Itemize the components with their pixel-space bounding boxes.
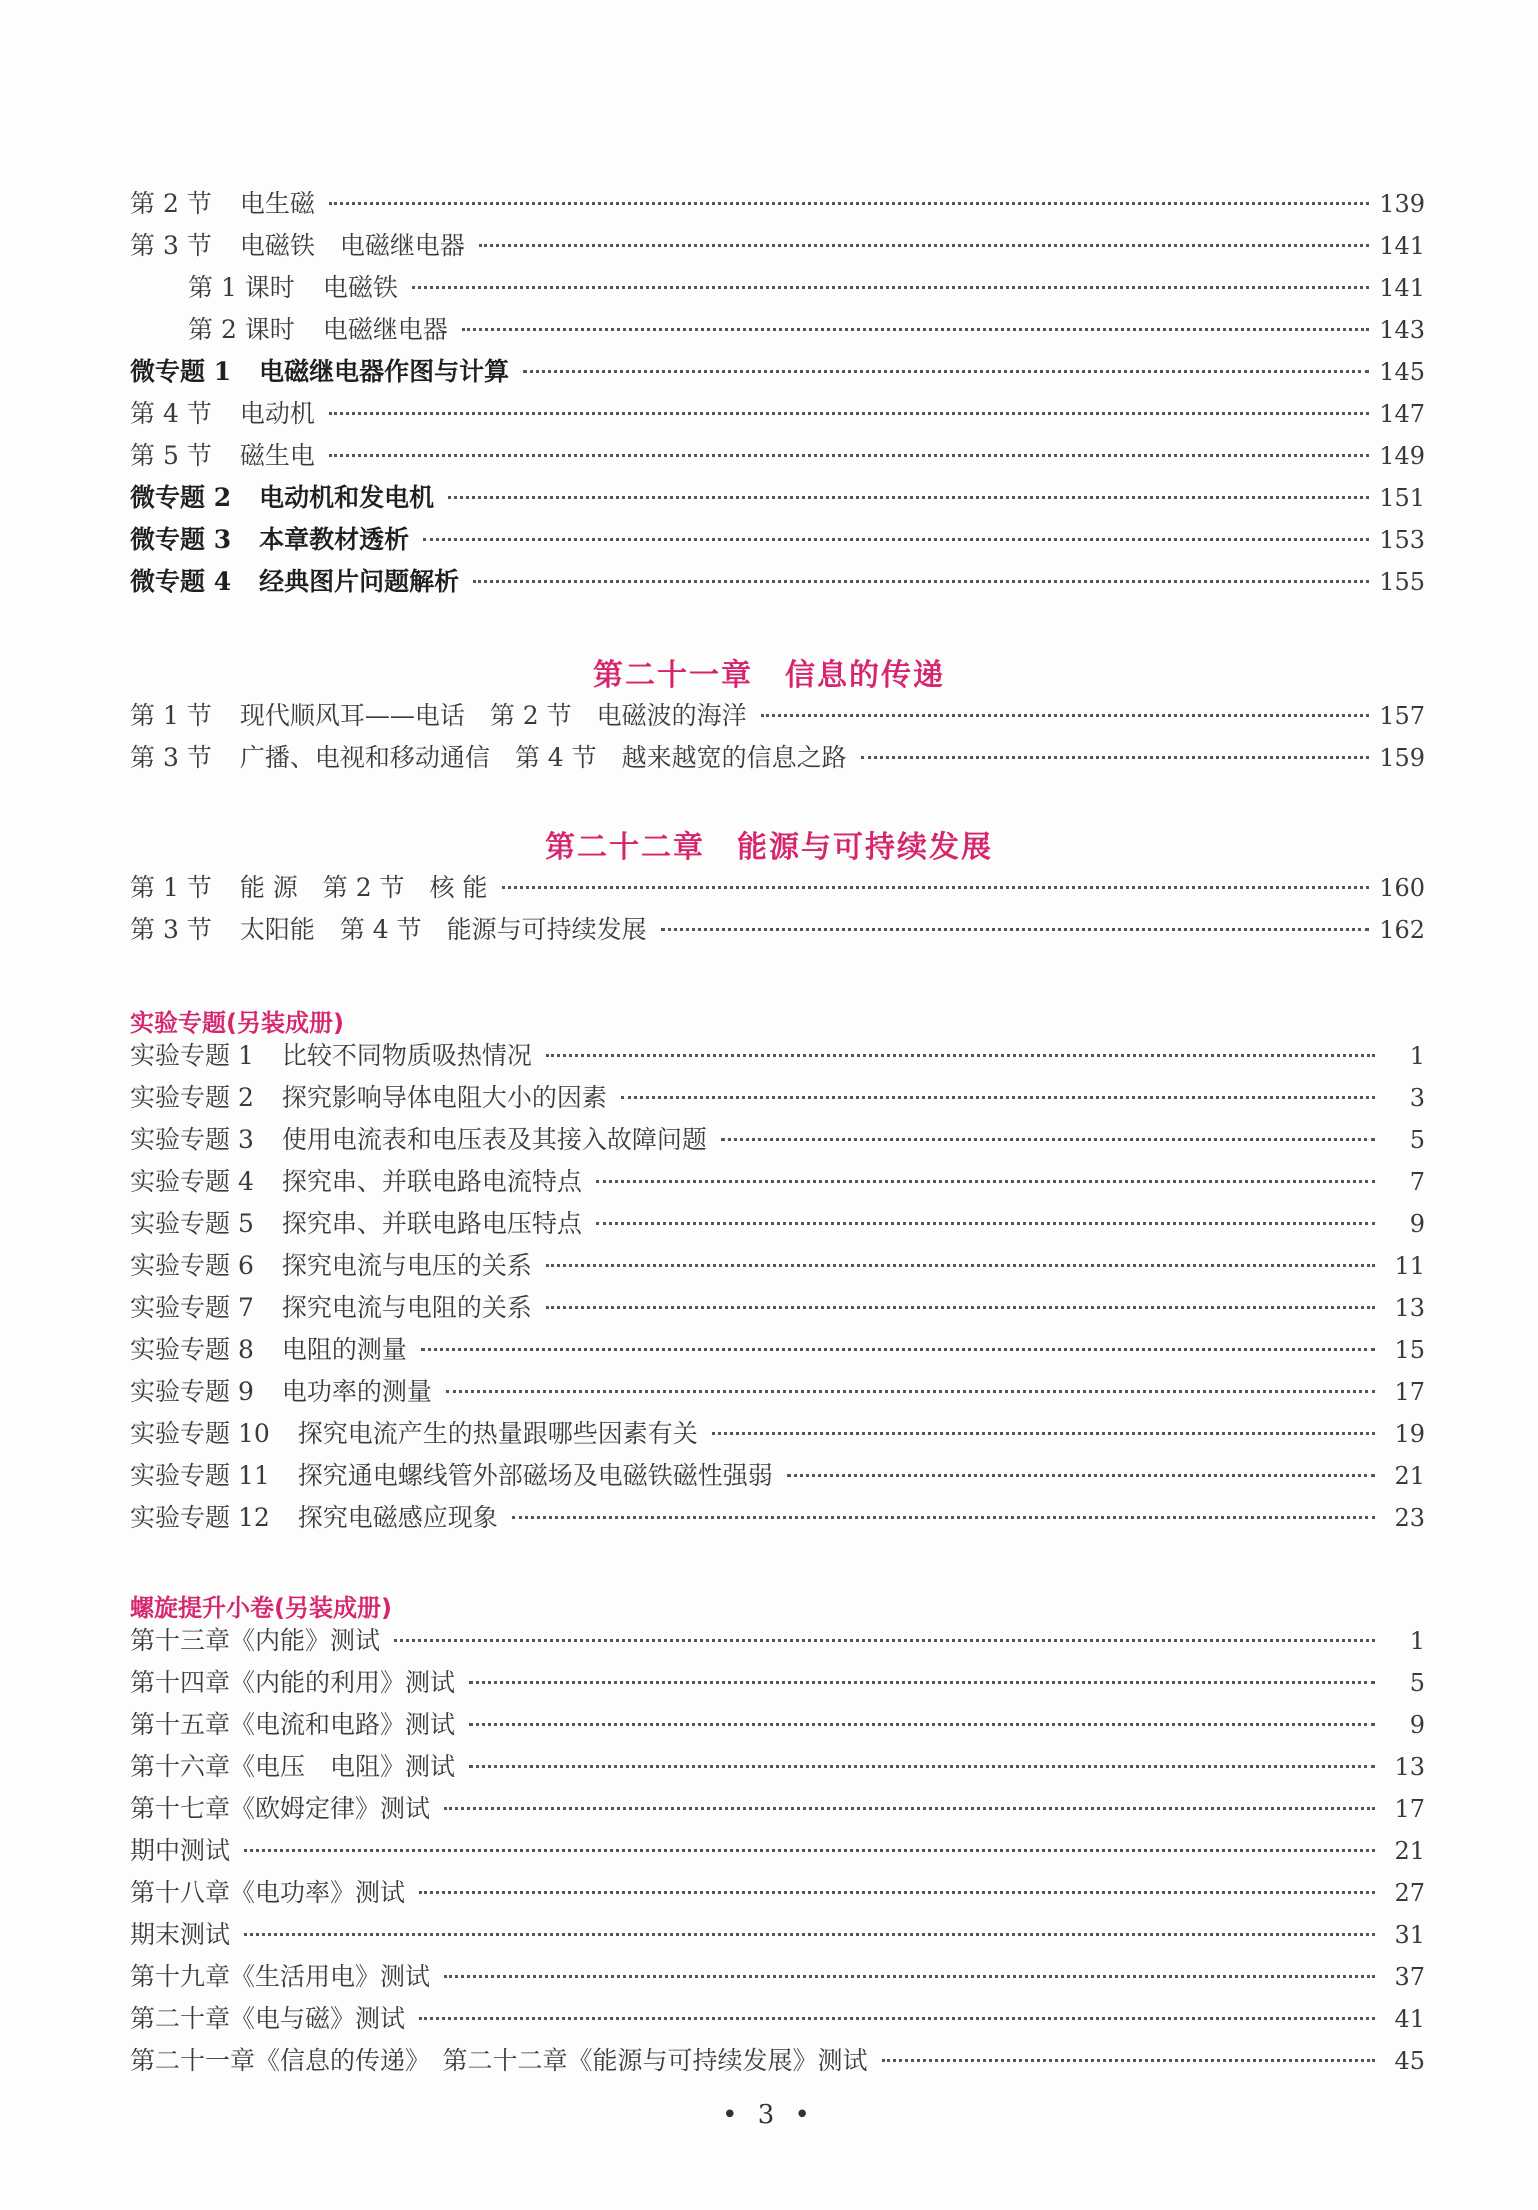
toc-entry-number: 第 1 节 — [130, 701, 212, 730]
toc-entry — [130, 2040, 1425, 2082]
toc-entry-title: 电磁继电器作图与计算 — [259, 357, 510, 386]
toc-entry-number: 微专题 4 — [130, 567, 232, 596]
toc-entry-page: 27 — [1394, 1879, 1425, 1907]
toc-entry — [130, 1998, 1425, 2040]
toc-entry — [130, 1497, 1425, 1539]
dot-leader — [444, 1975, 1375, 1978]
toc-entry-page: 1 — [1409, 1042, 1425, 1070]
toc-entry-title: 电动机和发电机 — [259, 483, 435, 512]
toc-entry-page: 151 — [1379, 484, 1425, 512]
toc-entry-page: 9 — [1409, 1210, 1425, 1238]
dot-leader — [329, 454, 1369, 457]
toc-entry-number: 第 2 课时 — [188, 315, 295, 344]
toc-entry-page: 141 — [1379, 274, 1425, 302]
toc-entry-number: 实验专题 2 — [130, 1083, 254, 1112]
toc-entry — [130, 519, 1425, 561]
toc-entry-title: 第十七章《欧姆定律》测试 — [130, 1794, 431, 1823]
dot-leader — [329, 202, 1369, 205]
toc-entry-page: 17 — [1394, 1378, 1425, 1406]
toc-entry-number: 实验专题 9 — [130, 1377, 254, 1406]
toc-entry-page: 13 — [1394, 1753, 1425, 1781]
dot-leader — [412, 286, 1369, 289]
toc-entry-title: 电磁铁 — [322, 273, 398, 302]
toc-entry-page: 147 — [1379, 400, 1425, 428]
toc-entry-number: 实验专题 3 — [130, 1125, 254, 1154]
toc-entry-title: 探究串、并联电路电流特点 — [281, 1167, 582, 1196]
toc-entry-title: 电功率的测量 — [281, 1377, 432, 1406]
dot-leader — [596, 1222, 1375, 1225]
toc-entry — [130, 1872, 1425, 1914]
toc-entry — [130, 1746, 1425, 1788]
toc-entry-page: 15 — [1394, 1336, 1425, 1364]
toc-entry-number: 微专题 3 — [130, 525, 232, 554]
toc-entry — [130, 1956, 1425, 1998]
toc-entry-title: 期中测试 — [130, 1836, 231, 1865]
toc-entry-title: 现代顺风耳——电话 第 2 节 电磁波的海洋 — [239, 701, 747, 730]
dot-leader — [761, 714, 1370, 717]
toc-entry — [130, 267, 1425, 309]
toc-entry-number: 第 3 节 — [130, 743, 212, 772]
toc-entry — [130, 1245, 1425, 1287]
toc-entry-page: 41 — [1394, 2005, 1425, 2033]
toc-entry-title: 第十四章《内能的利用》测试 — [130, 1668, 456, 1697]
dot-leader — [596, 1180, 1375, 1183]
toc-entry-page: 155 — [1379, 568, 1425, 596]
toc-entry-title: 电磁继电器 — [322, 315, 448, 344]
toc-entry-page: 23 — [1394, 1504, 1425, 1532]
toc-entry — [130, 561, 1425, 603]
dot-leader — [448, 496, 1369, 499]
toc-entry-page: 162 — [1379, 916, 1425, 944]
dot-leader — [787, 1474, 1375, 1477]
toc-entry-page: 9 — [1409, 1711, 1425, 1739]
toc-entry-title: 广播、电视和移动通信 第 4 节 越来越宽的信息之路 — [239, 743, 847, 772]
toc-entry-title: 第十八章《电功率》测试 — [130, 1878, 406, 1907]
toc-entry-page: 159 — [1379, 744, 1425, 772]
toc-entry — [130, 1455, 1425, 1497]
toc-entry — [130, 351, 1425, 393]
toc-entry-page: 21 — [1394, 1837, 1425, 1865]
toc-entry — [130, 909, 1425, 951]
toc-entry-page: 145 — [1379, 358, 1425, 386]
toc-entry-title: 第十九章《生活用电》测试 — [130, 1962, 431, 1991]
toc-entry-title: 使用电流表和电压表及其接入故障问题 — [281, 1125, 707, 1154]
toc-entry-page: 1 — [1409, 1627, 1425, 1655]
toc-entry-number: 第 4 节 — [130, 399, 212, 428]
toc-entry-number: 第 5 节 — [130, 441, 212, 470]
toc-experiments — [130, 1035, 1425, 1539]
toc-entry-page: 157 — [1379, 702, 1425, 730]
toc-entry-title: 探究串、并联电路电压特点 — [281, 1209, 582, 1238]
toc-entry-page: 37 — [1394, 1963, 1425, 1991]
dot-leader — [421, 1348, 1375, 1351]
dot-leader — [502, 886, 1370, 889]
toc-chapter20-continued — [130, 183, 1425, 603]
toc-entry-page: 21 — [1394, 1462, 1425, 1490]
toc-entry-page: 149 — [1379, 442, 1425, 470]
toc-entry-page: 139 — [1379, 190, 1425, 218]
dot-leader — [546, 1264, 1375, 1267]
toc-entry-title: 经典图片问题解析 — [259, 567, 460, 596]
dot-leader — [469, 1723, 1375, 1726]
toc-entry-title: 探究通电螺线管外部磁场及电磁铁磁性强弱 — [297, 1461, 773, 1490]
toc-entry-number: 第 1 节 — [130, 873, 212, 902]
toc-entry — [130, 1287, 1425, 1329]
chapter22-heading: 第二十二章 能源与可持续发展 — [545, 830, 993, 865]
toc-entry-page: 7 — [1409, 1168, 1425, 1196]
toc-entry-number: 实验专题 10 — [130, 1419, 270, 1448]
toc-entry-title: 太阳能 第 4 节 能源与可持续发展 — [239, 915, 647, 944]
dot-leader — [419, 2017, 1375, 2020]
toc-entry-number: 第 3 节 — [130, 231, 212, 260]
toc-entry — [130, 1035, 1425, 1077]
dot-leader — [469, 1681, 1375, 1684]
toc-entry — [130, 1914, 1425, 1956]
toc-entry-number: 实验专题 1 — [130, 1041, 254, 1070]
dot-leader — [546, 1054, 1375, 1057]
toc-entry-title: 第二十章《电与磁》测试 — [130, 2004, 406, 2033]
dot-leader — [244, 1849, 1375, 1852]
dot-leader — [446, 1390, 1375, 1393]
dot-leader — [546, 1306, 1375, 1309]
toc-entry — [130, 1704, 1425, 1746]
toc-entry — [130, 1077, 1425, 1119]
toc-entry-number: 实验专题 6 — [130, 1251, 254, 1280]
toc-entry-page: 17 — [1394, 1795, 1425, 1823]
toc-entry-title: 能 源 第 2 节 核 能 — [239, 873, 488, 902]
toc-entry-page: 141 — [1379, 232, 1425, 260]
toc-entry — [130, 737, 1425, 779]
dot-leader — [423, 538, 1369, 541]
toc-chapter21 — [130, 695, 1425, 779]
toc-entry-title: 磁生电 — [239, 441, 315, 470]
toc-entry — [130, 867, 1425, 909]
dot-leader — [661, 928, 1370, 931]
toc-entry-title: 探究电流产生的热量跟哪些因素有关 — [297, 1419, 698, 1448]
dot-leader — [512, 1516, 1375, 1519]
toc-entry-title: 电磁铁 电磁继电器 — [239, 231, 465, 260]
toc-entry — [130, 1830, 1425, 1872]
toc-entry-title: 电阻的测量 — [281, 1335, 407, 1364]
dot-leader — [721, 1138, 1375, 1141]
dot-leader — [444, 1807, 1375, 1810]
toc-entry-page: 3 — [1409, 1084, 1425, 1112]
toc-entry-title: 探究电流与电压的关系 — [281, 1251, 532, 1280]
toc-entry-page: 45 — [1394, 2047, 1425, 2075]
toc-chapter22 — [130, 867, 1425, 951]
toc-entry — [130, 1329, 1425, 1371]
toc-entry-number: 微专题 1 — [130, 357, 232, 386]
toc-entry-page: 143 — [1379, 316, 1425, 344]
dot-leader — [473, 580, 1369, 583]
dot-leader — [479, 244, 1369, 247]
dot-leader — [244, 1933, 1375, 1936]
toc-entry — [130, 393, 1425, 435]
toc-entry-title: 探究电流与电阻的关系 — [281, 1293, 532, 1322]
toc-entry-number: 实验专题 12 — [130, 1503, 270, 1532]
toc-entry-number: 第 1 课时 — [188, 273, 295, 302]
dot-leader — [861, 756, 1370, 759]
dot-leader — [523, 370, 1369, 373]
dot-leader — [621, 1096, 1375, 1099]
toc-entry-number: 实验专题 7 — [130, 1293, 254, 1322]
toc-entry-page: 5 — [1409, 1669, 1425, 1697]
dot-leader — [469, 1765, 1375, 1768]
toc-entry-title: 探究电磁感应现象 — [297, 1503, 498, 1532]
toc-entry — [130, 309, 1425, 351]
dot-leader — [712, 1432, 1375, 1435]
toc-entry — [130, 1161, 1425, 1203]
dot-leader — [394, 1639, 1375, 1642]
toc-entry-number: 第 2 节 — [130, 189, 212, 218]
toc-tests — [130, 1620, 1425, 2082]
dot-leader — [329, 412, 1369, 415]
toc-entry-title: 电生磁 — [239, 189, 315, 218]
dot-leader — [882, 2059, 1375, 2062]
toc-entry — [130, 1788, 1425, 1830]
toc-entry — [130, 1119, 1425, 1161]
toc-entry-page: 31 — [1394, 1921, 1425, 1949]
toc-entry-number: 微专题 2 — [130, 483, 232, 512]
toc-entry-title: 本章教材透析 — [259, 525, 410, 554]
toc-entry-title: 第十六章《电压 电阻》测试 — [130, 1752, 456, 1781]
toc-entry-number: 实验专题 11 — [130, 1461, 270, 1490]
toc-entry — [130, 435, 1425, 477]
toc-entry-title: 期末测试 — [130, 1920, 231, 1949]
toc-entry — [130, 1662, 1425, 1704]
experiments-heading: 实验专题(另装成册) — [130, 1009, 344, 1037]
toc-entry-title: 探究影响导体电阻大小的因素 — [281, 1083, 607, 1112]
page-number: • 3 • — [722, 2100, 816, 2130]
toc-entry — [130, 1203, 1425, 1245]
toc-entry-page: 153 — [1379, 526, 1425, 554]
toc-entry — [130, 1620, 1425, 1662]
toc-entry-title: 比较不同物质吸热情况 — [281, 1041, 532, 1070]
toc-entry-title: 第二十一章《信息的传递》 第二十二章《能源与可持续发展》测试 — [130, 2046, 868, 2075]
dot-leader — [419, 1891, 1375, 1894]
dot-leader — [462, 328, 1369, 331]
toc-entry — [130, 477, 1425, 519]
toc-entry — [130, 1371, 1425, 1413]
chapter21-heading: 第二十一章 信息的传递 — [593, 658, 945, 693]
toc-entry-number: 实验专题 8 — [130, 1335, 254, 1364]
toc-entry-number: 实验专题 5 — [130, 1209, 254, 1238]
toc-entry-page: 19 — [1394, 1420, 1425, 1448]
toc-entry — [130, 183, 1425, 225]
toc-entry-number: 第 3 节 — [130, 915, 212, 944]
toc-entry-number: 实验专题 4 — [130, 1167, 254, 1196]
toc-entry-title: 电动机 — [239, 399, 315, 428]
tests-heading: 螺旋提升小卷(另装成册) — [130, 1594, 392, 1622]
toc-entry-title: 第十五章《电流和电路》测试 — [130, 1710, 456, 1739]
toc-entry-page: 160 — [1379, 874, 1425, 902]
toc-entry-title: 第十三章《内能》测试 — [130, 1626, 381, 1655]
toc-entry — [130, 225, 1425, 267]
toc-entry — [130, 695, 1425, 737]
toc-entry — [130, 1413, 1425, 1455]
toc-entry-page: 5 — [1409, 1126, 1425, 1154]
toc-entry-page: 11 — [1394, 1252, 1425, 1280]
toc-entry-page: 13 — [1394, 1294, 1425, 1322]
